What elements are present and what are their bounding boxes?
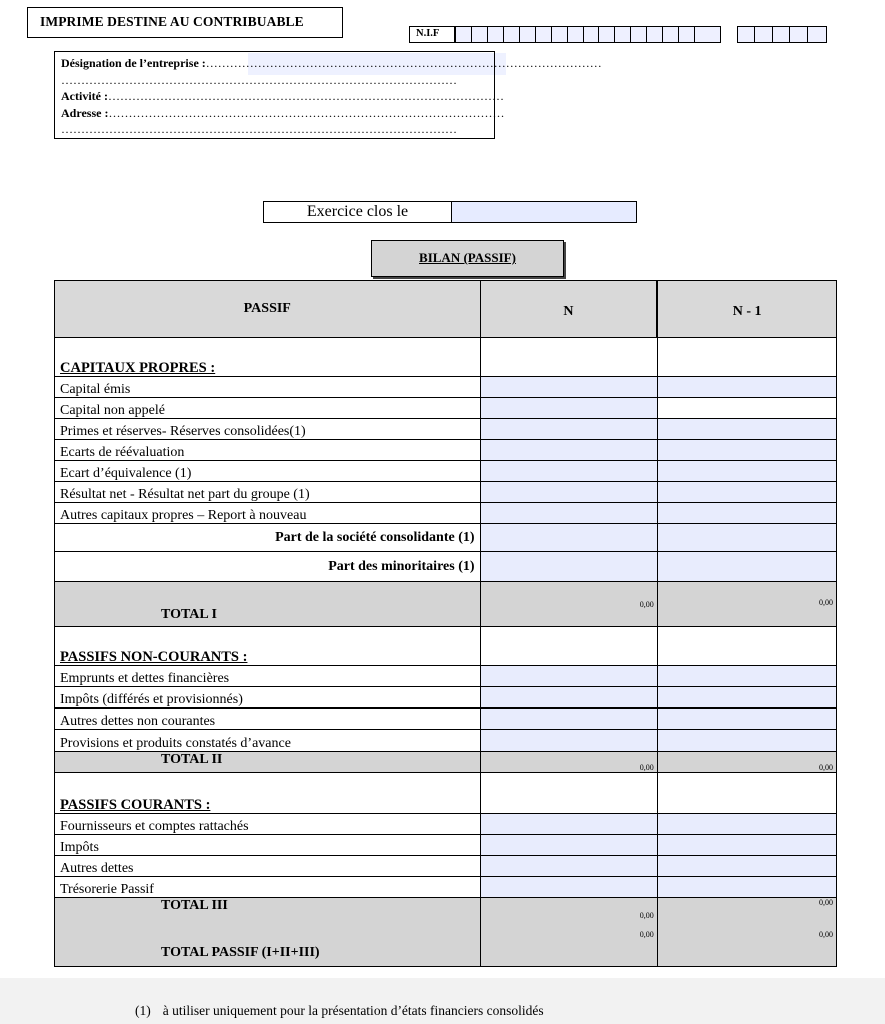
table-row (55, 377, 837, 398)
cell-input-n[interactable] (480, 398, 657, 419)
row-label: Trésorerie Passif (55, 876, 481, 898)
cell-input-n1[interactable] (657, 503, 836, 524)
cell-input-n[interactable] (480, 377, 657, 398)
exercice-date-input[interactable] (452, 202, 636, 222)
cell-input-n1[interactable] (657, 855, 836, 876)
total-row (55, 898, 837, 921)
total-passif-row (55, 920, 837, 967)
row-label: Provisions et produits constatés d’avance (55, 730, 481, 752)
row-label: Résultat net - Résultat net part du groupe (1) (55, 482, 481, 503)
table-header-row (55, 281, 837, 338)
cell-input-n[interactable] (480, 482, 657, 503)
table-row (55, 524, 837, 552)
designation-label: Désignation de l’entreprise : (61, 56, 206, 70)
row-label: Capital émis (55, 377, 481, 398)
cell-input-n1[interactable] (657, 440, 836, 461)
section-heading: PASSIFS NON-COURANTS : (55, 627, 481, 666)
row-label: Ecart d’équivalence (1) (55, 461, 481, 482)
designation-dots: ……………………………………………………………………………………… (205, 56, 602, 70)
imprime-title: IMPRIME DESTINE AU CONTRIBUABLE (27, 7, 343, 38)
table-row (55, 687, 837, 709)
total-value-n1: 0,00 (657, 582, 836, 627)
table-row (55, 666, 837, 687)
total-passif-value-n1: 0,00 (657, 920, 836, 967)
total-label: TOTAL III (55, 898, 481, 921)
row-label: Ecarts de réévaluation (55, 440, 481, 461)
total-label: TOTAL II (55, 751, 481, 772)
cell-input-n[interactable] (480, 813, 657, 834)
cell-input-n1[interactable] (657, 666, 836, 687)
table-row (55, 440, 837, 461)
section-capitaux-propres (55, 338, 837, 377)
cell-input-n1[interactable] (657, 813, 836, 834)
table-row (55, 503, 837, 524)
activite-dots: ……………………………………………………………………………………… (107, 89, 504, 103)
table-row (55, 813, 837, 834)
cell-input-n[interactable] (480, 876, 657, 898)
row-label: Emprunts et dettes financières (55, 666, 481, 687)
cell-input-n1[interactable] (657, 419, 836, 440)
cell-input-n[interactable] (480, 524, 657, 552)
col-header-passif: PASSIF (55, 281, 481, 338)
table-row (55, 482, 837, 503)
table-row (55, 876, 837, 898)
adresse-label: Adresse : (61, 105, 109, 120)
cell-input-n1[interactable] (657, 398, 836, 419)
nif-label: N.I.F (409, 26, 455, 43)
cell-input-n1[interactable] (657, 482, 836, 503)
cell-input-n[interactable] (480, 708, 657, 730)
total-label: TOTAL I (55, 582, 481, 627)
cell-input-n[interactable] (480, 419, 657, 440)
cell-input-n[interactable] (480, 461, 657, 482)
table-row (55, 398, 837, 419)
cell-input-n1[interactable] (657, 687, 836, 709)
section-heading: PASSIFS COURANTS : (55, 772, 481, 813)
section-passifs-non-courants (55, 627, 837, 666)
row-label: Primes et réserves- Réserves consolidées(1) (55, 419, 481, 440)
total-value-n: 0,00 (480, 582, 657, 627)
designation-dots-2: ……………………………………………………………………………………… (61, 72, 457, 87)
footnote (135, 1003, 544, 1019)
cell-input-n1[interactable] (657, 730, 836, 752)
total-passif-label: TOTAL PASSIF (I+II+III) (55, 920, 481, 967)
cell-input-n1[interactable] (657, 524, 836, 552)
row-label: Autres dettes (55, 855, 481, 876)
table-row (55, 461, 837, 482)
nif-field[interactable] (455, 26, 721, 43)
row-label: Part des minoritaires (1) (55, 552, 481, 582)
table-row (55, 855, 837, 876)
total-value-n1: 0,00 (657, 898, 836, 921)
row-label: Autres capitaux propres – Report à nouveau (55, 503, 481, 524)
footnote-text: à utiliser uniquement pour la présentation d’états financiers consolidés (162, 1003, 544, 1018)
cell-input-n[interactable] (480, 552, 657, 582)
footnote-number: (1) (135, 1003, 151, 1018)
table-row (55, 552, 837, 582)
row-label: Autres dettes non courantes (55, 708, 481, 730)
row-label: Fournisseurs et comptes rattachés (55, 813, 481, 834)
cell-input-n[interactable] (480, 730, 657, 752)
total-row (55, 751, 837, 772)
exercice-label: Exercice clos le (264, 202, 452, 222)
nif-key-field[interactable] (737, 26, 827, 43)
cell-input-n1[interactable] (657, 708, 836, 730)
section-heading: CAPITAUX PROPRES : (55, 338, 481, 377)
table-row (55, 834, 837, 855)
section-passifs-courants (55, 772, 837, 813)
page-title: BILAN (PASSIF) (371, 240, 564, 277)
total-passif-value-n: 0,00 (480, 920, 657, 967)
table-row (55, 419, 837, 440)
cell-input-n[interactable] (480, 834, 657, 855)
exercice-box (263, 201, 637, 223)
total-value-n: 0,00 (480, 898, 657, 921)
total-row (55, 582, 837, 627)
total-value-n: 0,00 (480, 751, 657, 772)
col-header-n: N (480, 281, 657, 338)
adresse-dots: ……………………………………………………………………………………… (108, 105, 505, 120)
row-label: Part de la société consolidante (1) (55, 524, 481, 552)
cell-input-n[interactable] (480, 687, 657, 709)
activite-label: Activité : (61, 89, 108, 103)
cell-input-n1[interactable] (657, 377, 836, 398)
total-value-n1: 0,00 (657, 751, 836, 772)
cell-input-n[interactable] (480, 440, 657, 461)
cell-input-n1[interactable] (657, 876, 836, 898)
table-row (55, 708, 837, 730)
row-label: Impôts (55, 834, 481, 855)
col-header-n1: N - 1 (657, 281, 836, 338)
row-label: Impôts (différés et provisionnés) (55, 687, 481, 709)
cell-input-n1[interactable] (657, 834, 836, 855)
cell-input-n[interactable] (480, 855, 657, 876)
adresse-dots-2: ……………………………………………………………………………………… (61, 122, 457, 136)
table-row (55, 730, 837, 752)
cell-input-n[interactable] (480, 666, 657, 687)
cell-input-n1[interactable] (657, 461, 836, 482)
bilan-passif-table (54, 280, 837, 967)
entreprise-info-box (54, 51, 602, 139)
row-label: Capital non appelé (55, 398, 481, 419)
cell-input-n1[interactable] (657, 552, 836, 582)
cell-input-n[interactable] (480, 503, 657, 524)
